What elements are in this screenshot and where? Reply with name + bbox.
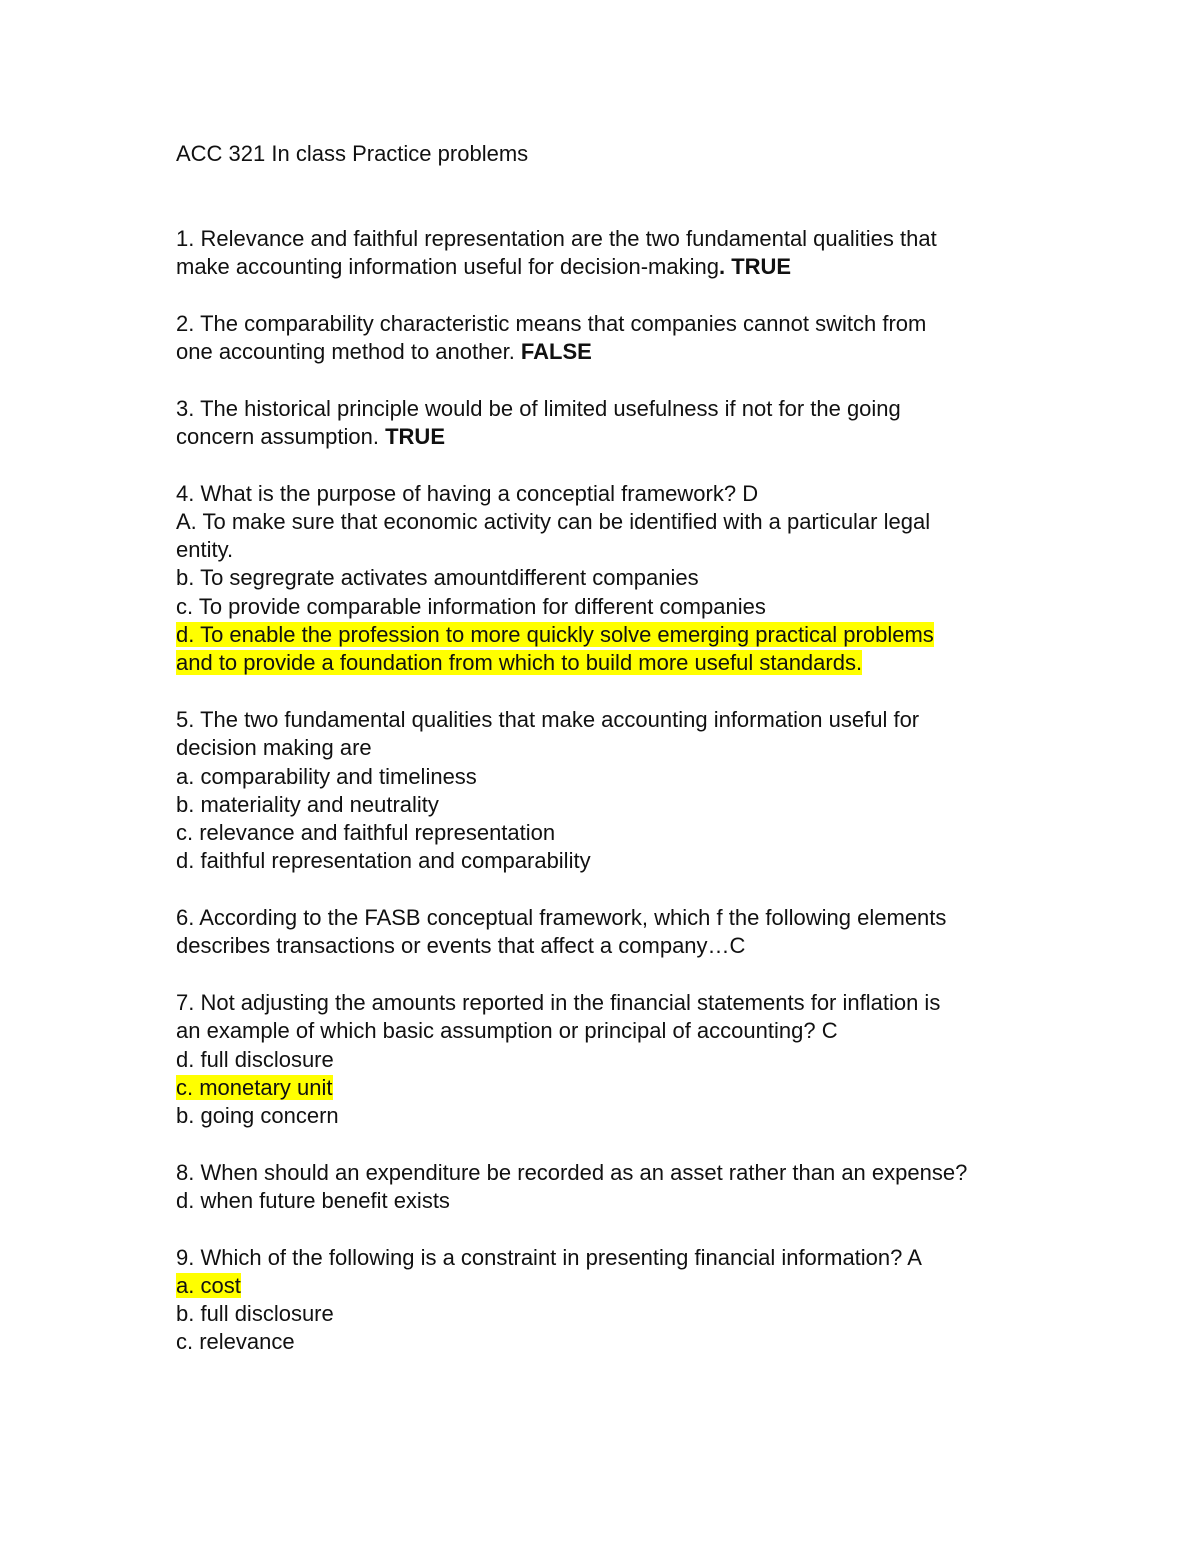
- question-4-option-b: b. To segregrate activates amountdifferent companies: [176, 565, 699, 591]
- question-4-text: 4. What is the purpose of having a conceptial framework? D: [176, 480, 759, 506]
- document-page: [176, 140, 1056, 1357]
- question-2-line-1: 2. The comparability characteristic means that companies cannot switch from: [176, 310, 927, 336]
- question-9-text: 9. Which of the following is a constraint in presenting financial information? A: [176, 1244, 922, 1270]
- question-9-option-c: c. relevance: [176, 1329, 295, 1355]
- question-1-line-1: 1. Relevance and faithful representation are the two fundamental qualities that: [176, 225, 937, 251]
- question-9-option-b: b. full disclosure: [176, 1301, 334, 1327]
- question-1-answer: TRUE: [731, 254, 792, 280]
- question-2-line-2: [176, 338, 1056, 366]
- question-3-line-1: 3. The historical principle would be of limited usefulness if not for the going: [176, 395, 901, 421]
- highlighted-answer: and to provide a foundation from which to build more useful standards.: [176, 650, 863, 676]
- question-1-punct: .: [718, 254, 732, 280]
- question-3-line-2: [176, 423, 1056, 451]
- question-7-option-d: d. full disclosure: [176, 1046, 334, 1072]
- question-5-line-2: decision making are: [176, 735, 372, 761]
- question-3-text: concern assumption.: [176, 423, 386, 449]
- question-3-answer: TRUE: [385, 423, 445, 449]
- question-6-line-1: 6. According to the FASB conceptual framework, which f the following elements: [176, 905, 947, 931]
- highlighted-answer: c. monetary unit: [176, 1074, 333, 1100]
- question-4-option-a-line-2: entity.: [176, 537, 234, 563]
- question-4-option-d-line-2: [176, 649, 1056, 677]
- question-5-option-c: c. relevance and faithful representation: [176, 820, 556, 846]
- highlighted-answer: d. To enable the profession to more quickly solve emerging practical problems: [176, 622, 934, 648]
- question-5-option-b: b. materiality and neutrality: [176, 791, 439, 817]
- question-5-line-1: 5. The two fundamental qualities that make accounting information useful for: [176, 706, 920, 732]
- question-4-option-c: c. To provide comparable information for different companies: [176, 593, 766, 619]
- question-7-line-1: 7. Not adjusting the amounts reported in the financial statements for inflation is: [176, 989, 941, 1015]
- question-6-line-2: describes transactions or events that affect a company…C: [176, 933, 746, 959]
- question-7-option-b: b. going concern: [176, 1103, 339, 1129]
- highlighted-answer: a. cost: [176, 1272, 241, 1298]
- question-2-text: one accounting method to another.: [176, 339, 521, 365]
- page-title: ACC 321 In class Practice problems: [176, 141, 529, 166]
- question-4-option-d-line-1: [176, 621, 1056, 649]
- question-1-text: make accounting information useful for decision-making: [176, 254, 719, 280]
- question-8-text: 8. When should an expenditure be recorded as an asset rather than an expense?: [176, 1159, 968, 1185]
- question-5-option-d: d. faithful representation and comparability: [176, 848, 591, 874]
- question-7-option-c: [176, 1074, 1056, 1102]
- question-9-option-a: [176, 1272, 1056, 1300]
- question-4-option-a-line-1: A. To make sure that economic activity can be identified with a particular legal: [176, 508, 931, 534]
- question-5-option-a: a. comparability and timeliness: [176, 763, 477, 789]
- question-8-option-d: d. when future benefit exists: [176, 1187, 450, 1213]
- question-2-answer: FALSE: [520, 339, 592, 365]
- question-7-line-2: an example of which basic assumption or principal of accounting? C: [176, 1018, 838, 1044]
- question-1-line-2: [176, 253, 1056, 281]
